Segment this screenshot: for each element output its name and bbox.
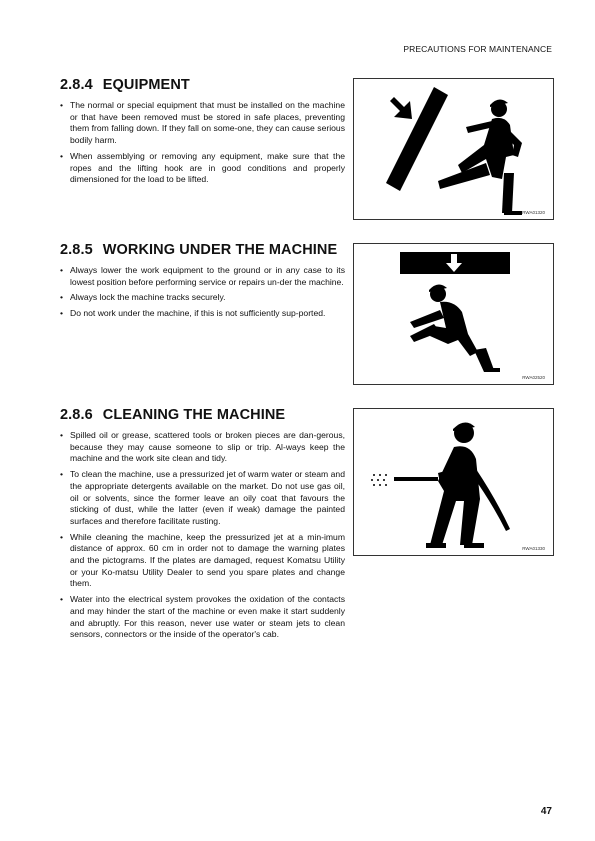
section-title: [60, 77, 345, 93]
section-heading: CLEANING THE MACHINE: [102, 407, 286, 423]
bullet-item: • Do not work under the machine, if this is not sufficiently sup-ported.: [60, 308, 345, 320]
bullet-list: [60, 100, 345, 186]
figure-code: RWA02520: [522, 375, 545, 380]
bullet-item: • When assemblying or removing any equipment, make sure that the ropes and the lifting hook are in good conditions and properly dimensioned for the load to be lifted.: [60, 151, 345, 186]
crouching-worker-illustration: [354, 244, 555, 386]
running-header: PRECAUTIONS FOR MAINTENANCE: [403, 44, 552, 54]
section-heading: EQUIPMENT: [102, 77, 190, 93]
figure-code: RWA01320: [522, 210, 545, 215]
figure-code: RWA01330: [522, 546, 545, 551]
section-number: 2.8.6: [60, 407, 93, 423]
bullet-list: [60, 430, 345, 641]
section-title: [60, 242, 345, 258]
bullet-item: • Water into the electrical system provokes the oxidation of the contacts and may hinder the start of the machine or even make it start suddenly and abruptly. For this reason, never use water or steam jets to clean sensors, connectors or the inside of the operator's cab.: [60, 594, 345, 641]
arrow-icon: [390, 97, 412, 119]
page-number: 47: [540, 806, 552, 817]
water-spray-icon: [371, 474, 387, 486]
bullet-item: • To clean the machine, use a pressurized jet of warm water or steam and the appropriate detergents available on the market. Do not use gas oil, oil or solvents, since the former leave an oily coat that favours the sticking of dust, while the latter (even if weak) damage the painted surfaces and therefore facilitate rusting.: [60, 469, 345, 528]
section-number: 2.8.5: [60, 242, 93, 258]
section-working-under-machine: [60, 242, 345, 324]
bullet-item: • While cleaning the machine, keep the pressurized jet at a min-imum distance of approx. 60 cm in order not to damage the warning plates and the pictograms. If the plates are damaged, request Komatsu Utility or your Ko-matsu Utility Dealer to send you spare plates and change them.: [60, 532, 345, 591]
section-equipment: [60, 77, 345, 190]
section-number: 2.8.4: [60, 77, 93, 93]
bullet-item: • The normal or special equipment that must be installed on the machine or that have been removed must be stored in safe places, preventing them from falling down. If they fall on some-one, they can cause serious bodily harm.: [60, 100, 345, 147]
section-cleaning-machine: [60, 407, 345, 645]
pressure-washer-illustration: [354, 409, 555, 557]
bullet-item: • Always lower the work equipment to the ground or in any case to its lowest position before performing service or repairs un-der the machine.: [60, 265, 345, 288]
section-title: [60, 407, 345, 423]
figure-working-under: [353, 243, 554, 385]
figure-cleaning: [353, 408, 554, 556]
bullet-item: • Spilled oil or grease, scattered tools or broken pieces are dan-gerous, because they may cause someone to slip or trip. Al-ways keep the machine and the work site clean and tidy.: [60, 430, 345, 465]
figure-falling-equipment: [353, 78, 554, 220]
bullet-list: [60, 265, 345, 320]
section-heading: WORKING UNDER THE MACHINE: [102, 242, 338, 258]
falling-beam-illustration: [354, 79, 555, 221]
bullet-item: • Always lock the machine tracks securely.: [60, 292, 345, 304]
